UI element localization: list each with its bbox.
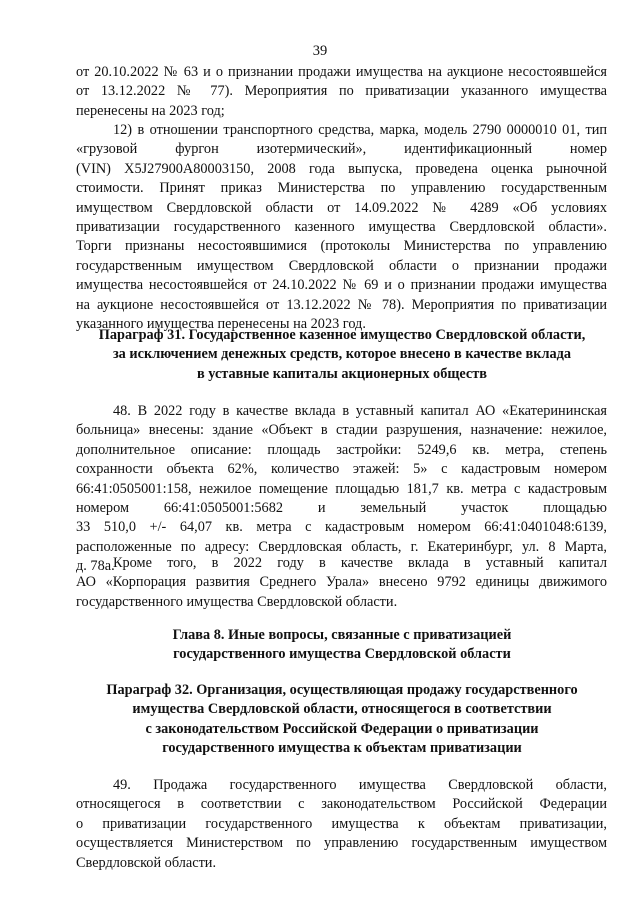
text-line: сохранности объекта 62%, количество этажей: 5» с кадастровым номером [76,461,607,478]
text-line: «грузовой фургон изотермический», идентификационный номер [76,141,607,158]
text-line: 66:41:0505001:158, нежилое помещение площадью 181,7 кв. метра с кадастровым [76,480,607,497]
heading-line: с законодательством Российской Федерации о приватизации [145,720,539,737]
text-line: государственного имущества Свердловской области. [76,593,398,610]
paragraph-additional [76,554,607,612]
heading-line: за исключением денежных средств, которое внесено в качестве вклада [112,346,572,363]
heading-line: государственного имущества к объектам приватизации [162,740,522,757]
section-heading-31 [60,326,624,384]
text-line: от 20.10.2022 № 63 и о признании продажи имущества на аукционе несостоявшейся [76,64,607,80]
chapter-heading-8 [60,626,624,665]
text-line: государственным имуществом Свердловской области о признании продажи [76,257,607,274]
text-line: АО «Корпорация развития Среднего Урала» внесено 9792 единицы движимого [76,574,607,591]
text-line: дополнительное описание: площадь застройки: 5249,6 кв. метра, степень [76,441,607,458]
text-line: д. 78а. [76,558,115,575]
text-line: Торги признаны несостоявшимися (протоколы Министерства по управлению [76,238,607,255]
text-line: Свердловской области. [76,854,217,871]
text-line: осуществляется Министерством по управлению государственным имуществом [76,835,607,852]
paragraph-item-12 [76,121,607,334]
paragraph-48 [76,402,607,577]
text-line: 48. В 2022 году в качестве вклада в уставный капитал АО «Екатерининская [113,403,607,419]
text-line: перенесены на 2023 год; [76,102,225,119]
text-line: о приватизации государственного имущества к объектам приватизации, [76,815,607,832]
text-line: относящегося в соответствии с законодательством Российской Федерации [76,796,607,813]
text-line: имущества несостоявшейся от 24.10.2022 № 69 и о признании продажи имущества [76,277,607,294]
heading-line: Параграф 32. Организация, осуществляющая продажу государственного [106,682,578,698]
text-line: 12) в отношении транспортного средства, марка, модель 2790 0000010 01, тип [113,122,607,138]
heading-line: Глава 8. Иные вопросы, связанные с приватизацией [172,627,512,643]
text-line: стоимости. Принят приказ Министерства по управлению государственным [76,180,607,197]
paragraph-49 [76,776,607,873]
paragraph-continuation [76,63,607,121]
text-line: номером 66:41:0505001:5682 и земельный участок площадью [76,499,607,516]
section-heading-32 [60,681,624,759]
text-line: имуществом Свердловской области от 14.09.2022 № 4289 «Об условиях [76,199,607,216]
text-line: на аукционе несостоявшейся от 13.12.2022 № 78). Мероприятия по приватизации [76,296,607,313]
heading-line: Параграф 31. Государственное казенное имущество Свердловской области, [98,327,586,343]
text-line: больница» внесены: здание «Объект в стадии разрушения, назначение: нежилое, [76,422,607,439]
text-line: указанного имущества перенесены на 2023 год. [76,315,366,332]
heading-line: имущества Свердловской области, относящегося в соответствии [132,701,552,718]
text-line: Кроме того, в 2022 году в качестве вклада в уставный капитал [113,555,607,571]
text-line: расположенные по адресу: Свердловская область, г. Екатеринбург, ул. 8 Марта, [76,538,607,555]
heading-line: государственного имущества Свердловской области [173,646,511,663]
text-line: приватизации государственного казенного имущества Свердловской области». [76,218,607,235]
text-line: 49. Продажа государственного имущества Свердловской области, [113,777,607,793]
page-number: 39 [312,43,328,59]
text-line: (VIN) X5J27900A80003150, 2008 года выпуска, проведена оценка рыночной [76,160,607,177]
text-line: от 13.12.2022 № 77). Мероприятия по приватизации указанного имущества [76,83,607,100]
heading-line: в уставные капиталы акционерных обществ [196,365,488,382]
text-line: 33 510,0 +/- 64,07 кв. метра с кадастровым номером 66:41:0401048:6139, [76,519,607,536]
